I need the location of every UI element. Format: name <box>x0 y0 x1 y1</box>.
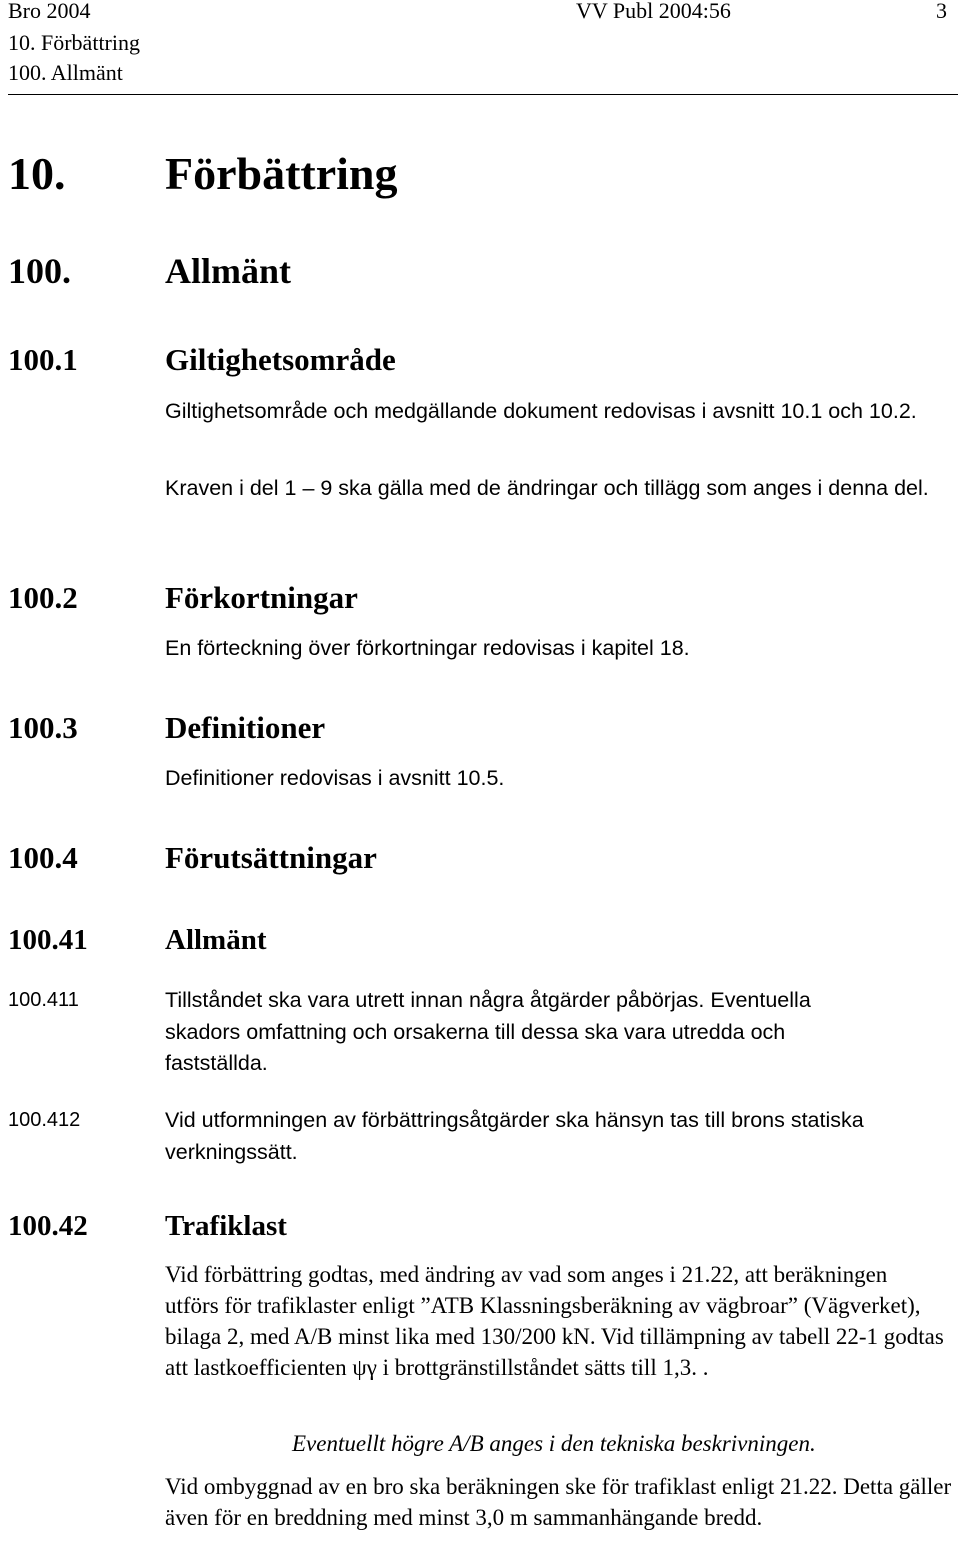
s1003-para1: Definitioner redovisas i avsnitt 10.5. <box>165 766 505 790</box>
s10042-para2: Vid ombyggnad av en bro ska beräkningen ske för trafiklast enligt 21.22. Detta gäller även för en breddning med minst 3,0 m sammanhängande bredd. <box>165 1474 952 1530</box>
s1004-title: Förutsättningar <box>165 840 377 875</box>
page-number: 3 <box>936 0 947 23</box>
header-doc-title: Bro 2004 <box>8 0 91 23</box>
p100412-number: 100.412 <box>8 1109 81 1131</box>
s1003-title: Definitioner <box>165 710 326 745</box>
p100412-text: Vid utformningen av förbättringsåtgärder ska hänsyn tas till brons statiska verkningssätt. <box>165 1108 864 1164</box>
s10042-para1: Vid förbättring godtas, med ändring av vad som anges i 21.22, att beräkningen utförs för trafiklaster enligt ”ATB Klassningsberäkning av vägbroar” (Vägverket), bilaga 2, med A/B minst lika med 130/200 kN. Vid tillämpning av tabell 22-1 godtas att lastkoefficienten ψγ i brottgränstillståndet sätts till 1,3. . <box>165 1262 944 1380</box>
header-section: 100. Allmänt <box>8 60 123 85</box>
s1003-number: 100.3 <box>8 710 78 745</box>
s1001-para1: Giltighetsområde och medgällande dokument redovisas i avsnitt 10.1 och 10.2. <box>165 399 917 423</box>
p100411-number: 100.411 <box>8 989 79 1011</box>
chapter-number: 10. <box>8 148 66 199</box>
chapter-title: Förbättring <box>165 148 398 199</box>
header-divider <box>8 94 958 95</box>
p100411-text: Tillståndet ska vara utrett innan några åtgärder påbörjas. Eventuella skadors omfattning och orsakerna till dessa ska vara utredda och fastställda. <box>165 988 811 1075</box>
s1002-para1: En förteckning över förkortningar redovisas i kapitel 18. <box>165 636 690 660</box>
s1001-title: Giltighetsområde <box>165 342 396 377</box>
s1002-title: Förkortningar <box>165 580 358 615</box>
s1002-number: 100.2 <box>8 580 78 615</box>
section-title: Allmänt <box>165 251 291 291</box>
s1004-number: 100.4 <box>8 840 78 875</box>
s10041-number: 100.41 <box>8 924 88 956</box>
section-number: 100. <box>8 251 71 291</box>
s1001-para2: Kraven i del 1 – 9 ska gälla med de ändringar och tillägg som anges i denna del. <box>165 476 929 500</box>
header-publication: VV Publ 2004:56 <box>576 0 731 23</box>
s10041-title: Allmänt <box>165 924 267 956</box>
s10042-number: 100.42 <box>8 1210 88 1242</box>
header-chapter: 10. Förbättring <box>8 30 140 55</box>
s10042-title: Trafiklast <box>165 1210 287 1242</box>
s1001-number: 100.1 <box>8 342 78 377</box>
s10042-note: Eventuellt högre A/B anges i den tekniska beskrivningen. <box>292 1431 816 1456</box>
